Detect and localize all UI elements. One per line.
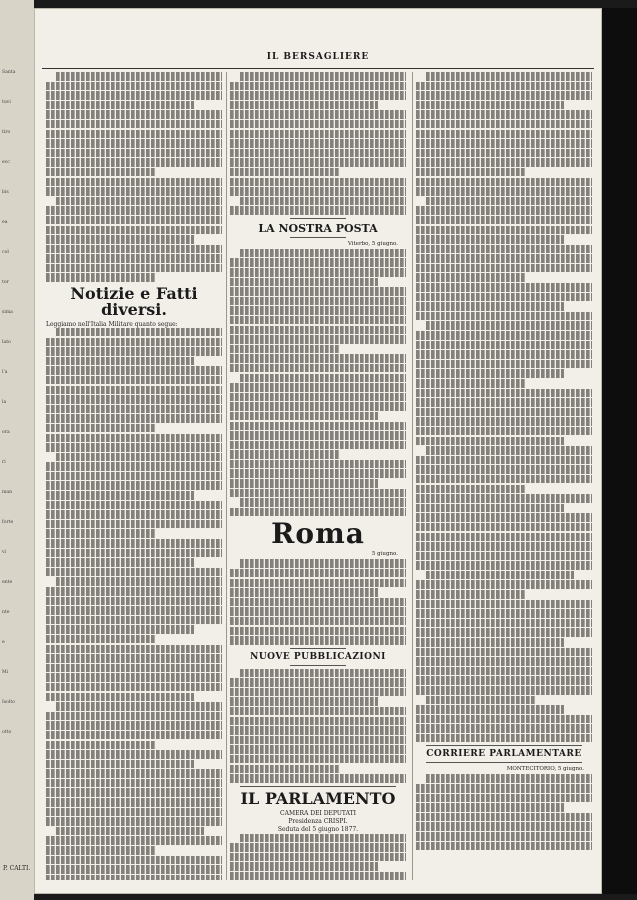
text-line: [416, 580, 592, 589]
text-line: [56, 453, 222, 462]
text-line: [426, 446, 592, 455]
text-line: [46, 741, 155, 750]
text-line: [230, 412, 378, 421]
text-line: [46, 264, 222, 273]
text-line: [230, 258, 406, 267]
text-line: [230, 460, 406, 469]
text-line: [230, 579, 406, 588]
text-line: [416, 638, 564, 647]
text-line: [416, 648, 592, 657]
text-line: [46, 357, 194, 366]
margin-fragment: lato: [2, 340, 11, 345]
text-line: [230, 168, 339, 177]
text-line: [416, 832, 592, 841]
text-line: [416, 590, 525, 599]
text-line: [416, 456, 592, 465]
text-line: [46, 206, 222, 215]
article-text: [230, 834, 406, 880]
article-text: [46, 72, 222, 282]
margin-fragment: ea: [2, 220, 8, 225]
column-divider: [412, 72, 413, 880]
section-title-nostra-posta: LA NOSTRA POSTA: [258, 221, 378, 235]
text-line: [230, 297, 406, 306]
text-line: [230, 843, 406, 852]
text-line: [426, 571, 574, 580]
text-line: [416, 245, 592, 254]
text-line: [416, 494, 592, 503]
text-line: [240, 559, 406, 568]
text-line: [416, 427, 592, 436]
text-line: [46, 750, 222, 759]
text-line: [416, 417, 592, 426]
column-right: [416, 72, 592, 880]
text-line: [46, 529, 155, 538]
text-line: [230, 364, 406, 373]
text-line: [46, 625, 194, 634]
margin-fragment: ecc: [2, 160, 10, 165]
text-line: [416, 302, 564, 311]
text-line: [416, 350, 592, 359]
text-line: [46, 568, 222, 577]
text-line: [230, 268, 406, 277]
text-line: [46, 462, 222, 471]
text-line: [230, 569, 406, 578]
text-line: [416, 312, 592, 321]
text-line: [240, 498, 406, 507]
margin-fragment: otto: [2, 730, 12, 735]
text-line: [416, 235, 564, 244]
text-line: [230, 607, 406, 616]
text-line: [46, 798, 222, 807]
text-line: [230, 178, 406, 187]
text-line: [46, 366, 222, 375]
text-line: [46, 338, 222, 347]
text-line: [230, 678, 406, 687]
text-line: [416, 813, 592, 822]
text-line: [230, 287, 406, 296]
margin-fragment: l'a: [2, 370, 8, 375]
article-text: [230, 249, 406, 517]
text-line: [416, 485, 525, 494]
text-line: [46, 386, 222, 395]
text-line: [416, 803, 564, 812]
text-line: [230, 402, 406, 411]
text-line: [46, 865, 222, 874]
text-line: [416, 91, 592, 100]
text-line: [46, 226, 222, 235]
text-line: [230, 149, 406, 158]
margin-fragment: Isolto: [2, 700, 16, 705]
text-line: [416, 158, 592, 167]
text-line: [230, 91, 406, 100]
margin-signature: P. CALTI.: [3, 865, 31, 872]
section-rule: [426, 745, 582, 746]
text-line: [46, 395, 222, 404]
text-line: [230, 745, 406, 754]
text-line: [416, 667, 592, 676]
section-rule: [290, 648, 346, 649]
newspaper-title: IL BERSAGLIERE: [266, 52, 370, 62]
article-text: [230, 669, 406, 783]
text-line: [426, 197, 592, 206]
text-line: [426, 696, 535, 705]
margin-fragment: sima: [2, 310, 13, 315]
text-line: [46, 683, 222, 692]
text-line: [46, 606, 222, 615]
text-line: [416, 715, 592, 724]
margin-fragment: ri: [2, 460, 6, 465]
text-line: [46, 520, 222, 529]
text-line: [426, 321, 592, 330]
text-line: [230, 736, 406, 745]
text-line: [416, 331, 592, 340]
text-line: [416, 600, 592, 609]
text-line: [416, 187, 592, 196]
text-line: [416, 609, 592, 618]
section-rule: [290, 665, 346, 666]
text-line: [230, 697, 378, 706]
margin-fragment: man: [2, 490, 13, 495]
text-line: [230, 636, 406, 645]
lead-in-text: Leggiamo nell'Italia Militare quanto segue:: [46, 320, 178, 328]
text-line: [416, 513, 592, 522]
text-line: [416, 216, 592, 225]
text-line: [416, 110, 592, 119]
text-line: [46, 130, 222, 139]
text-line: [416, 657, 592, 666]
text-line: [416, 293, 592, 302]
text-line: [230, 354, 406, 363]
text-line: [416, 283, 592, 292]
text-line: [46, 664, 222, 673]
text-line: [46, 443, 222, 452]
text-line: [416, 408, 592, 417]
text-line: [416, 784, 592, 793]
text-line: [416, 676, 592, 685]
text-line: [46, 101, 194, 110]
text-line: [416, 82, 592, 91]
text-line: [46, 760, 194, 769]
text-line: [416, 734, 592, 743]
text-line: [230, 726, 406, 735]
dateline-viterbo: Viterbo, 5 giugno.: [347, 240, 398, 247]
dateline-montecitorio: MONTECITORIO, 5 giugno.: [506, 766, 584, 773]
text-line: [46, 178, 222, 187]
text-line: [416, 360, 592, 369]
text-line: [230, 717, 406, 726]
text-line: [46, 139, 222, 148]
text-line: [56, 827, 204, 836]
text-line: [240, 249, 406, 258]
text-line: [416, 561, 592, 570]
text-line: [46, 82, 222, 91]
text-line: [46, 149, 222, 158]
text-line: [416, 149, 592, 158]
text-line: [230, 120, 406, 129]
text-line: [46, 254, 222, 263]
margin-fragment: vi: [2, 550, 7, 555]
text-line: [46, 769, 222, 778]
text-line: [230, 139, 406, 148]
dateline-roma: 5 giugno.: [371, 551, 398, 558]
margin-fragment: ora: [2, 430, 10, 435]
text-line: [416, 101, 564, 110]
text-line: [416, 794, 592, 803]
text-line: [230, 588, 378, 597]
text-line: [230, 383, 406, 392]
text-line: [416, 130, 592, 139]
text-line: [46, 235, 194, 244]
text-line: [230, 82, 406, 91]
article-text: [230, 559, 406, 644]
text-line: [230, 326, 406, 335]
text-line: [46, 110, 222, 119]
text-line: [46, 187, 222, 196]
text-line: [230, 422, 406, 431]
subtitle-seduta: Seduta del 5 giugno 1877.: [277, 825, 359, 833]
text-line: [46, 712, 222, 721]
text-line: [56, 702, 222, 711]
text-line: [46, 635, 155, 644]
text-line: [230, 393, 406, 402]
text-line: [46, 245, 222, 254]
text-line: [230, 130, 406, 139]
text-line: [230, 853, 406, 862]
section-rule: [290, 218, 346, 219]
text-line: [46, 597, 222, 606]
text-line: [56, 197, 222, 206]
text-line: [46, 216, 222, 225]
margin-fragment: la: [2, 400, 7, 405]
text-line: [416, 369, 564, 378]
text-line: [230, 206, 406, 215]
section-rule: [290, 237, 346, 238]
text-line: [230, 627, 406, 636]
text-line: [240, 834, 406, 843]
text-line: [416, 542, 592, 551]
article-text: [230, 72, 406, 215]
text-line: [416, 552, 592, 561]
text-line: [416, 168, 525, 177]
margin-fragment: tor: [2, 280, 9, 285]
text-line: [46, 731, 222, 740]
text-line: [230, 765, 339, 774]
text-line: [46, 673, 222, 682]
text-line: [46, 168, 155, 177]
text-line: [416, 822, 592, 831]
section-rule: [240, 786, 396, 787]
text-line: [46, 875, 222, 880]
text-line: [240, 374, 406, 383]
text-line: [416, 206, 592, 215]
text-line: [416, 504, 564, 513]
text-line: [416, 139, 592, 148]
text-line: [416, 341, 592, 350]
text-line: [230, 862, 378, 871]
margin-fragment: tuvi: [2, 100, 11, 105]
text-line: [230, 755, 406, 764]
text-line: [416, 705, 564, 714]
text-line: [230, 450, 339, 459]
text-line: [230, 158, 406, 167]
text-line: [230, 335, 406, 344]
margin-fragment: tiro: [2, 130, 11, 135]
text-line: [230, 508, 406, 517]
text-line: [46, 501, 222, 510]
text-line: [230, 872, 406, 880]
text-line: [46, 405, 222, 414]
margin-fragment: forte: [2, 520, 14, 525]
text-line: [56, 328, 222, 337]
text-line: [46, 645, 222, 654]
text-line: [416, 120, 592, 129]
column-divider: [226, 72, 227, 880]
subtitle-camera: CAMERA DEI DEPUTATI: [280, 809, 356, 817]
column-middle: [230, 72, 406, 880]
section-title-nuove-pubblicazioni: NUOVE PUBBLICAZIONI: [250, 651, 386, 662]
text-line: [416, 619, 592, 628]
text-line: [56, 72, 222, 81]
masthead: [42, 48, 594, 66]
column-left: [46, 72, 222, 880]
margin-fragment: Mi: [2, 670, 9, 675]
text-line: [426, 72, 592, 81]
text-line: [230, 316, 406, 325]
text-line: [46, 846, 155, 855]
text-line: [240, 72, 406, 81]
text-line: [46, 91, 222, 100]
section-title-parlamento: IL PARLAMENTO: [240, 788, 396, 808]
text-line: [46, 376, 222, 385]
text-line: [426, 774, 592, 783]
text-line: [230, 774, 406, 783]
text-line: [46, 654, 222, 663]
text-line: [230, 707, 406, 716]
text-line: [416, 523, 592, 532]
section-title-corriere-parlamentare: CORRIERE PARLAMENTARE: [426, 749, 582, 760]
text-line: [46, 539, 222, 548]
text-line: [46, 120, 222, 129]
text-line: [230, 617, 406, 626]
scan-right-gutter: [602, 8, 637, 894]
text-line: [416, 379, 525, 388]
text-line: [46, 693, 194, 702]
article-text: [46, 328, 222, 880]
text-line: [230, 479, 378, 488]
text-line: [46, 549, 222, 558]
text-line: [46, 434, 222, 443]
text-line: [46, 347, 222, 356]
margin-fragment: e: [2, 640, 5, 645]
text-line: [240, 669, 406, 678]
text-line: [46, 721, 222, 730]
text-line: [416, 686, 592, 695]
article-text: [416, 774, 592, 850]
text-line: [230, 345, 339, 354]
margin-fragment: ente: [2, 580, 13, 585]
text-line: [46, 808, 222, 817]
subtitle-presidenza: Presidenza CRISPI.: [288, 817, 348, 825]
text-line: [46, 414, 222, 423]
margin-fragment: col: [2, 250, 9, 255]
text-line: [416, 475, 592, 484]
text-line: [416, 254, 592, 263]
text-line: [230, 110, 406, 119]
text-line: [46, 273, 155, 282]
section-title-roma: Roma: [271, 517, 365, 551]
text-line: [416, 389, 592, 398]
text-line: [46, 481, 222, 490]
text-line: [46, 472, 222, 481]
margin-fragment: Santa: [2, 70, 16, 75]
text-line: [230, 598, 406, 607]
text-line: [416, 398, 592, 407]
text-line: [416, 533, 592, 542]
text-line: [416, 465, 592, 474]
text-line: [46, 587, 222, 596]
text-line: [416, 842, 592, 851]
text-line: [230, 688, 406, 697]
text-line: [46, 856, 222, 865]
text-line: [230, 469, 406, 478]
article-text: [416, 72, 592, 742]
text-line: [230, 278, 378, 287]
section-title-notizie: Notizie e Fatti diversi.: [70, 283, 198, 319]
text-line: [46, 491, 194, 500]
text-line: [46, 510, 222, 519]
text-line: [56, 577, 222, 586]
text-line: [230, 101, 378, 110]
text-line: [416, 264, 592, 273]
text-line: [46, 779, 222, 788]
text-line: [46, 817, 222, 826]
text-line: [230, 489, 406, 498]
text-line: [46, 558, 194, 567]
margin-fragment: nte: [2, 610, 10, 615]
text-line: [416, 628, 592, 637]
masthead-rule: [42, 68, 594, 69]
text-line: [230, 431, 406, 440]
section-rule: [426, 762, 582, 763]
text-line: [46, 424, 155, 433]
text-line: [46, 788, 222, 797]
text-line: [416, 724, 592, 733]
text-line: [240, 197, 406, 206]
text-line: [416, 226, 592, 235]
text-line: [230, 306, 406, 315]
text-line: [416, 437, 564, 446]
scan-left-margin: [0, 0, 34, 900]
text-line: [46, 616, 222, 625]
text-line: [416, 273, 525, 282]
newspaper-page: [34, 8, 602, 894]
text-line: [230, 187, 406, 196]
text-line: [46, 836, 222, 845]
margin-fragment: bis: [2, 190, 9, 195]
text-line: [46, 158, 222, 167]
text-line: [230, 441, 406, 450]
text-line: [416, 178, 592, 187]
